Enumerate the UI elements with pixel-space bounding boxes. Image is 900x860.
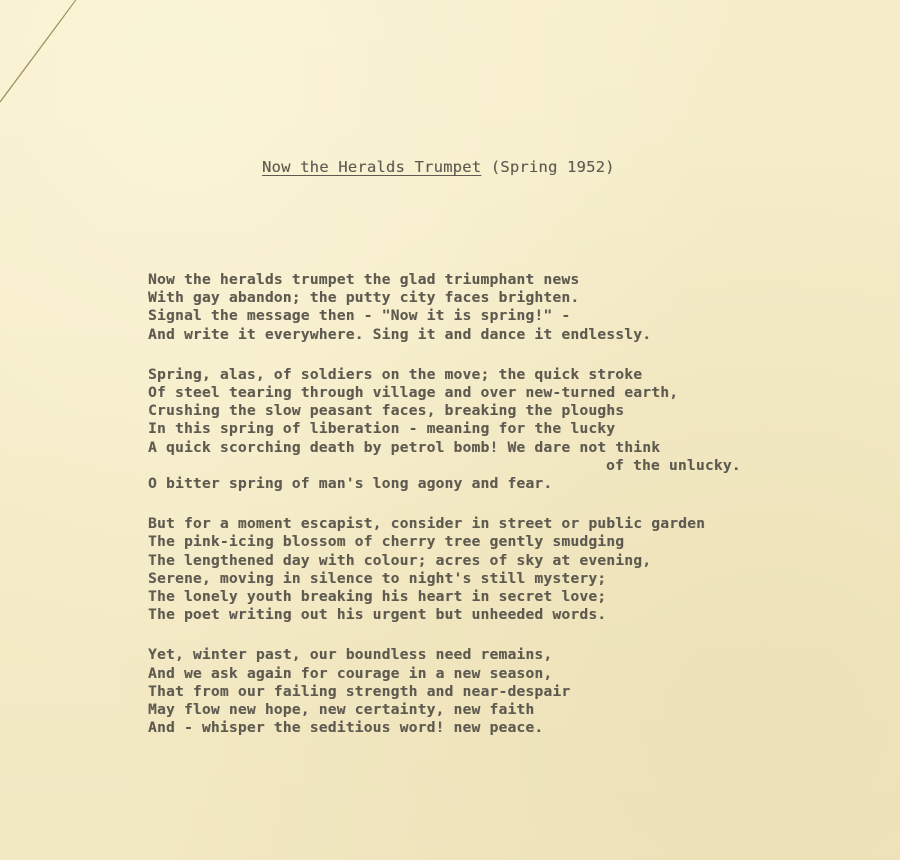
poem-line: A quick scorching death by petrol bomb! We dare not think (148, 438, 661, 456)
poem-line: of the unlucky. (606, 456, 741, 474)
poem-line: Of steel tearing through village and over new-turned earth, (148, 384, 679, 402)
poem-line: Now the heralds trumpet the glad triumphant news (148, 271, 580, 288)
poem-line: The lengthened day with colour; acres of sky at evening, (148, 551, 652, 569)
poem-line: Spring, alas, of soldiers on the move; the quick stroke (148, 365, 643, 383)
poem-line: And write it everywhere. Sing it and dance it endlessly. (148, 325, 652, 343)
stanza (148, 515, 878, 624)
poem-line: O bitter spring of man's long agony and fear. (148, 475, 553, 493)
poem-line: Crushing the slow peasant faces, breaking the ploughs (148, 402, 625, 420)
poem-line: But for a moment escapist, consider in street or public garden (148, 515, 706, 533)
poem-line: Yet, winter past, our boundless need remains, (148, 646, 553, 664)
poem-line: And - whisper the seditious word! new peace. (148, 719, 544, 737)
poem-line: May flow new hope, new certainty, new faith (148, 701, 535, 719)
poem-line: Serene, moving in silence to night's still mystery; (148, 569, 607, 587)
poem-line: That from our failing strength and near-despair (148, 682, 571, 700)
stanza (148, 366, 878, 493)
poem-line: The lonely youth breaking his heart in secret love; (148, 588, 607, 606)
poem-title (262, 158, 615, 176)
poem-title-main: Now the Heralds Trumpet (262, 158, 482, 176)
stanza (148, 271, 878, 344)
poem-body (148, 271, 878, 759)
stanza (148, 646, 878, 737)
poem-line: And we ask again for courage in a new season, (148, 664, 553, 682)
poem-line: With gay abandon; the putty city faces brighten. (148, 289, 580, 307)
poem-title-date: (Spring 1952) (481, 158, 615, 176)
folded-corner-crease (0, 0, 80, 110)
poem-line: The poet writing out his urgent but unheeded words. (148, 606, 607, 624)
poem-line: The pink-icing blossom of cherry tree gently smudging (148, 533, 625, 551)
poem-line: In this spring of liberation - meaning for the lucky (148, 420, 616, 438)
poem-line: Signal the message then - "Now it is spring!" - (148, 307, 571, 325)
